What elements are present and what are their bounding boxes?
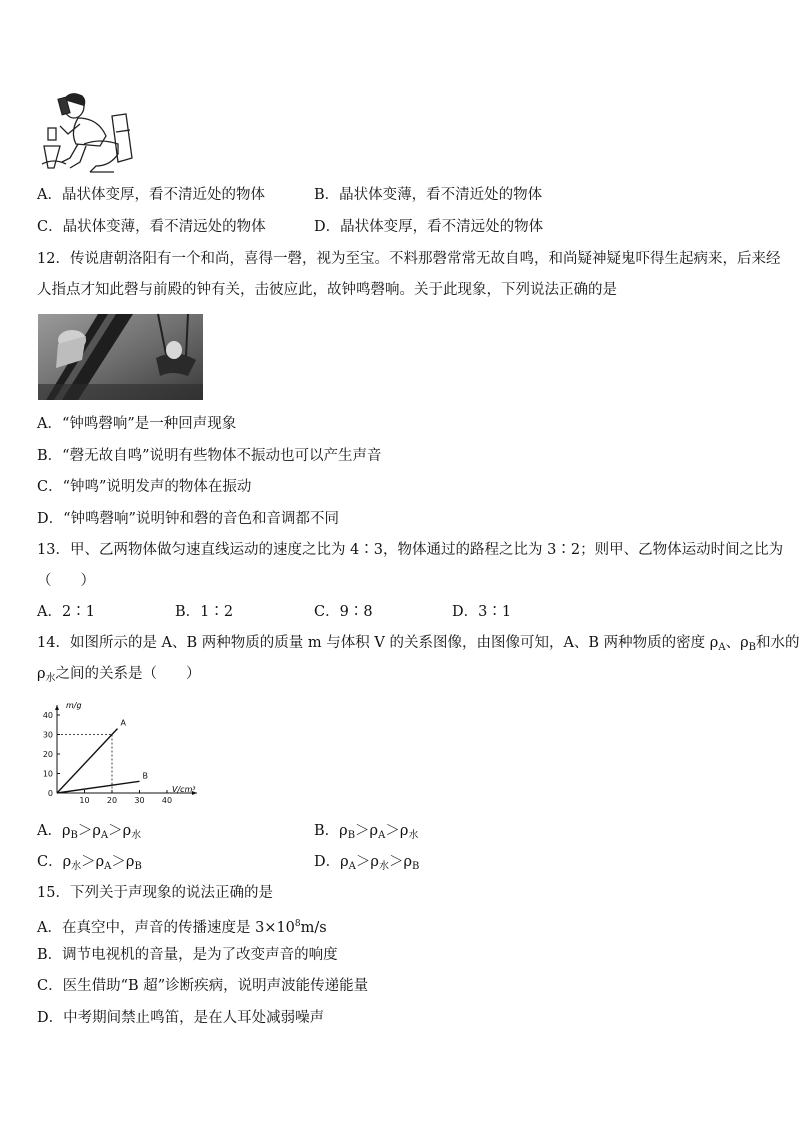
y-tick-label: 10 <box>42 769 53 779</box>
x-axis-label: V/cm³ <box>172 785 196 794</box>
q12-option-a[interactable]: A．“钟鸣磬响”是一种回声现象 <box>37 416 237 432</box>
y-tick-label: 40 <box>42 711 53 720</box>
q14-option-d[interactable]: D．$\rho_A>\rho_水>\rho_B$ <box>314 854 420 872</box>
series-label-b: B <box>142 771 148 781</box>
q11-option-b[interactable]: B．晶状体变薄，看不清近处的物体 <box>314 187 543 203</box>
q15-option-d[interactable]: D．中考期间禁止鸣笛，是在人耳处减弱噪声 <box>37 1010 325 1026</box>
y-tick-label: 0 <box>47 789 53 798</box>
phone-reading-illustration <box>40 88 136 174</box>
y-axis-arrow <box>55 705 59 710</box>
y-tick-label: 30 <box>42 730 53 740</box>
q15-option-c[interactable]: C．医生借助“B 超”诊断疾病，说明声波能传递能量 <box>37 978 369 994</box>
q14-stem-line1: 14．如图所示的是 A、B 两种物质的质量 m 与体积 V 的关系图像，由图像可知，A、B 两种物质的密度 $\rho_A$、$\rho_B$和水的 <box>37 635 799 653</box>
q12-stem-line1: 12．传说唐朝洛阳有一个和尚，喜得一磬，视为至宝。不料那磬常常无故自鸣，和尚疑神疑鬼吓得生起病来，后来经 <box>37 251 781 267</box>
q15-option-a[interactable]: A．在真空中，声音的传播速度是 $3\times 10^8m/s$ <box>37 919 327 936</box>
q13-option-a[interactable]: A．2∶1 <box>37 604 95 620</box>
q12-option-c[interactable]: C．“钟鸣”说明发声的物体在振动 <box>37 479 252 495</box>
q15-option-b[interactable]: B．调节电视机的音量，是为了改变声音的响度 <box>37 947 338 963</box>
q12-stem-line2: 人指点才知此磬与前殿的钟有关，击彼应此，故钟鸣磬响。关于此现象，下列说法正确的是 <box>37 282 617 298</box>
q12-option-d[interactable]: D．“钟鸣磬响”说明钟和磬的音色和音调都不同 <box>37 511 339 527</box>
bell-chime-photo <box>38 314 203 400</box>
q11-option-d[interactable]: D．晶状体变厚，看不清远处的物体 <box>314 219 544 235</box>
q15-stem: 15．下列关于声现象的说法正确的是 <box>37 885 273 901</box>
x-tick-label: 20 <box>106 796 118 805</box>
y-axis-label: m/g <box>66 701 82 710</box>
mass-volume-chart <box>30 698 205 810</box>
q11-option-a[interactable]: A．晶状体变厚，看不清近处的物体 <box>37 187 265 203</box>
q13-stem-line2: （ ） <box>37 573 95 589</box>
q14-option-c[interactable]: C．$\rho_水>\rho_A>\rho_B$ <box>37 854 142 872</box>
q13-option-b[interactable]: B．1∶2 <box>175 604 234 620</box>
q13-option-d[interactable]: D．3∶1 <box>452 604 512 620</box>
q14-option-b[interactable]: B．$\rho_B>\rho_A>\rho_水$ <box>314 823 419 841</box>
x-tick-label: 40 <box>161 796 173 805</box>
x-tick-label: 30 <box>134 796 145 805</box>
x-tick-label: 10 <box>79 796 90 805</box>
series-line-a <box>57 729 118 793</box>
y-tick-label: 20 <box>42 750 53 759</box>
q14-stem-line2: $\rho_水$之间的关系是（ ） <box>37 666 201 684</box>
q12-option-b[interactable]: B．“磬无故自鸣”说明有些物体不振动也可以产生声音 <box>37 448 382 464</box>
q11-option-c[interactable]: C．晶状体变薄，看不清远处的物体 <box>37 219 266 235</box>
q13-option-c[interactable]: C．9∶8 <box>314 604 373 620</box>
q13-stem-line1: 13．甲、乙两物体做匀速直线运动的速度之比为 4∶3，物体通过的路程之比为 3∶2；则甲、乙物体运动时间之比为 <box>37 542 784 558</box>
series-label-a: A <box>120 718 126 728</box>
series-line-b <box>57 781 140 793</box>
q14-option-a[interactable]: A．$\rho_B>\rho_A>\rho_水$ <box>37 823 142 841</box>
